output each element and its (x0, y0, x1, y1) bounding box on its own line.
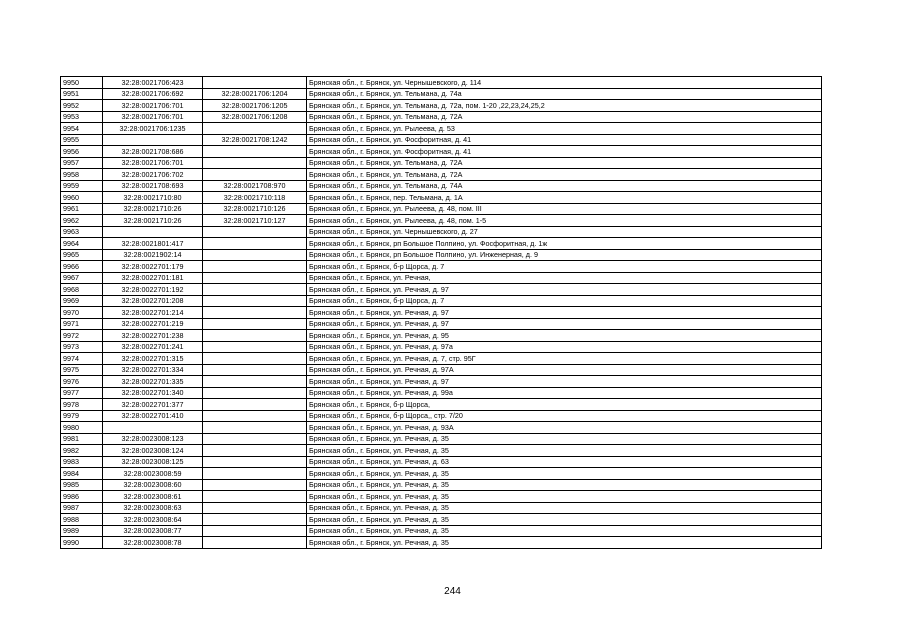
related-cadastral-number-cell (203, 341, 307, 353)
row-number-cell: 9979 (61, 410, 103, 422)
address-cell: Брянская обл., г. Брянск, ул. Речная, д. 35 (307, 502, 822, 514)
table-row (61, 261, 822, 273)
address-cell: Брянская обл., г. Брянск, ул. Тельмана, д. 72А (307, 157, 822, 169)
related-cadastral-number-cell: 32:28:0021706:1205 (203, 100, 307, 112)
cadastral-number-cell: 32:28:0022701:241 (103, 341, 203, 353)
table-row (61, 318, 822, 330)
cadastral-number-cell: 32:28:0023008:59 (103, 468, 203, 480)
cadastral-number-cell: 32:28:0022701:238 (103, 330, 203, 342)
related-cadastral-number-cell: 32:28:0021710:127 (203, 215, 307, 227)
row-number-cell: 9966 (61, 261, 103, 273)
row-number-cell: 9987 (61, 502, 103, 514)
cadastral-number-cell: 32:28:0022701:181 (103, 272, 203, 284)
address-cell: Брянская обл., г. Брянск, пер. Тельмана, д. 1А (307, 192, 822, 204)
address-cell: Брянская обл., г. Брянск, б-р Щорса, (307, 399, 822, 411)
cadastral-number-cell: 32:28:0021706:1235 (103, 123, 203, 135)
table-row (61, 203, 822, 215)
cadastral-number-cell: 32:28:0023008:77 (103, 525, 203, 537)
related-cadastral-number-cell (203, 249, 307, 261)
cadastral-number-cell: 32:28:0023008:63 (103, 502, 203, 514)
cadastral-number-cell: 32:28:0022701:219 (103, 318, 203, 330)
row-number-cell: 9990 (61, 537, 103, 549)
row-number-cell: 9980 (61, 422, 103, 434)
table-row (61, 192, 822, 204)
address-cell: Брянская обл., г. Брянск, ул. Речная, (307, 272, 822, 284)
table-row (61, 410, 822, 422)
address-cell: Брянская обл., г. Брянск, ул. Речная, д. 95 (307, 330, 822, 342)
related-cadastral-number-cell (203, 537, 307, 549)
table-row (61, 100, 822, 112)
cadastral-number-cell: 32:28:0023008:60 (103, 479, 203, 491)
related-cadastral-number-cell: 32:28:0021708:1242 (203, 134, 307, 146)
related-cadastral-number-cell (203, 226, 307, 238)
row-number-cell: 9983 (61, 456, 103, 468)
row-number-cell: 9955 (61, 134, 103, 146)
address-cell: Брянская обл., г. Брянск, ул. Речная, д. 97 (307, 318, 822, 330)
cadastral-number-cell: 32:28:0022701:377 (103, 399, 203, 411)
related-cadastral-number-cell (203, 479, 307, 491)
row-number-cell: 9952 (61, 100, 103, 112)
cadastral-number-cell: 32:28:0022701:340 (103, 387, 203, 399)
cadastral-number-cell: 32:28:0021710:26 (103, 203, 203, 215)
address-cell: Брянская обл., г. Брянск, ул. Чернышевского, д. 114 (307, 77, 822, 89)
registry-table (60, 76, 822, 549)
row-number-cell: 9978 (61, 399, 103, 411)
related-cadastral-number-cell (203, 364, 307, 376)
table-row (61, 272, 822, 284)
table-row (61, 364, 822, 376)
related-cadastral-number-cell (203, 307, 307, 319)
table-row (61, 88, 822, 100)
address-cell: Брянская обл., г. Брянск, ул. Речная, д. 35 (307, 525, 822, 537)
address-cell: Брянская обл., г. Брянск, ул. Тельмана, д. 72А (307, 169, 822, 181)
table-row (61, 226, 822, 238)
related-cadastral-number-cell (203, 284, 307, 296)
cadastral-number-cell: 32:28:0023008:78 (103, 537, 203, 549)
cadastral-number-cell: 32:28:0021706:702 (103, 169, 203, 181)
cadastral-number-cell: 32:28:0021706:701 (103, 111, 203, 123)
cadastral-number-cell (103, 422, 203, 434)
table-row (61, 479, 822, 491)
table-row (61, 399, 822, 411)
row-number-cell: 9970 (61, 307, 103, 319)
related-cadastral-number-cell (203, 445, 307, 457)
related-cadastral-number-cell: 32:28:0021706:1208 (203, 111, 307, 123)
related-cadastral-number-cell (203, 525, 307, 537)
table-row (61, 353, 822, 365)
cadastral-number-cell: 32:28:0022701:192 (103, 284, 203, 296)
address-cell: Брянская обл., г. Брянск, ул. Рылеева, д. 48, пом. 1-5 (307, 215, 822, 227)
cadastral-number-cell (103, 134, 203, 146)
table-row (61, 468, 822, 480)
table-row (61, 445, 822, 457)
row-number-cell: 9965 (61, 249, 103, 261)
cadastral-number-cell: 32:28:0021706:701 (103, 100, 203, 112)
related-cadastral-number-cell (203, 376, 307, 388)
row-number-cell: 9982 (61, 445, 103, 457)
related-cadastral-number-cell (203, 502, 307, 514)
row-number-cell: 9967 (61, 272, 103, 284)
row-number-cell: 9971 (61, 318, 103, 330)
related-cadastral-number-cell (203, 123, 307, 135)
row-number-cell: 9950 (61, 77, 103, 89)
cadastral-number-cell: 32:28:0023008:125 (103, 456, 203, 468)
related-cadastral-number-cell (203, 399, 307, 411)
related-cadastral-number-cell (203, 330, 307, 342)
row-number-cell: 9985 (61, 479, 103, 491)
related-cadastral-number-cell (203, 318, 307, 330)
row-number-cell: 9962 (61, 215, 103, 227)
row-number-cell: 9959 (61, 180, 103, 192)
table-row (61, 341, 822, 353)
address-cell: Брянская обл., г. Брянск, ул. Речная, д. 97 (307, 307, 822, 319)
address-cell: Брянская обл., г. Брянск, ул. Речная, д. 35 (307, 479, 822, 491)
address-cell: Брянская обл., г. Брянск, ул. Тельмана, д. 72А (307, 111, 822, 123)
cadastral-number-cell: 32:28:0023008:64 (103, 514, 203, 526)
table-row (61, 249, 822, 261)
registry-table-body (61, 77, 822, 549)
address-cell: Брянская обл., г. Брянск, ул. Речная, д. 99а (307, 387, 822, 399)
row-number-cell: 9981 (61, 433, 103, 445)
cadastral-number-cell: 32:28:0021710:80 (103, 192, 203, 204)
address-cell: Брянская обл., г. Брянск, ул. Речная, д. 93А (307, 422, 822, 434)
related-cadastral-number-cell (203, 410, 307, 422)
related-cadastral-number-cell (203, 491, 307, 503)
table-row (61, 238, 822, 250)
table-row (61, 157, 822, 169)
address-cell: Брянская обл., г. Брянск, ул. Рылеева, д. 48, пом. III (307, 203, 822, 215)
table-row (61, 295, 822, 307)
table-row (61, 215, 822, 227)
related-cadastral-number-cell (203, 456, 307, 468)
related-cadastral-number-cell (203, 295, 307, 307)
cadastral-number-cell: 32:28:0023008:124 (103, 445, 203, 457)
address-cell: Брянская обл., г. Брянск, рп Большое Полпино, ул. Фосфоритная, д. 1ж (307, 238, 822, 250)
address-cell: Брянская обл., г. Брянск, б-р Щорса, д. 7 (307, 261, 822, 273)
table-row (61, 169, 822, 181)
cadastral-number-cell: 32:28:0021708:693 (103, 180, 203, 192)
address-cell: Брянская обл., г. Брянск, ул. Рылеева, д. 53 (307, 123, 822, 135)
row-number-cell: 9960 (61, 192, 103, 204)
related-cadastral-number-cell (203, 514, 307, 526)
address-cell: Брянская обл., г. Брянск, ул. Чернышевского, д. 27 (307, 226, 822, 238)
address-cell: Брянская обл., г. Брянск, ул. Тельмана, д. 74А (307, 180, 822, 192)
table-row (61, 123, 822, 135)
address-cell: Брянская обл., г. Брянск, ул. Тельмана, д. 74а (307, 88, 822, 100)
cadastral-number-cell: 32:28:0023008:61 (103, 491, 203, 503)
table-row (61, 307, 822, 319)
cadastral-number-cell: 32:28:0021706:701 (103, 157, 203, 169)
cadastral-number-cell: 32:28:0022701:335 (103, 376, 203, 388)
cadastral-number-cell: 32:28:0022701:208 (103, 295, 203, 307)
row-number-cell: 9984 (61, 468, 103, 480)
address-cell: Брянская обл., г. Брянск, рп Большое Полпино, ул. Инженерная, д. 9 (307, 249, 822, 261)
address-cell: Брянская обл., г. Брянск, ул. Речная, д. 35 (307, 537, 822, 549)
address-cell: Брянская обл., г. Брянск, ул. Фосфоритная, д. 41 (307, 134, 822, 146)
cadastral-number-cell: 32:28:0021902:14 (103, 249, 203, 261)
related-cadastral-number-cell (203, 422, 307, 434)
row-number-cell: 9986 (61, 491, 103, 503)
related-cadastral-number-cell (203, 387, 307, 399)
row-number-cell: 9972 (61, 330, 103, 342)
cadastral-number-cell: 32:28:0022701:315 (103, 353, 203, 365)
row-number-cell: 9968 (61, 284, 103, 296)
table-row (61, 330, 822, 342)
table-row (61, 134, 822, 146)
row-number-cell: 9963 (61, 226, 103, 238)
related-cadastral-number-cell (203, 261, 307, 273)
address-cell: Брянская обл., г. Брянск, ул. Речная, д. 63 (307, 456, 822, 468)
address-cell: Брянская обл., г. Брянск, ул. Речная, д. 7, стр. 95Г (307, 353, 822, 365)
row-number-cell: 9958 (61, 169, 103, 181)
address-cell: Брянская обл., г. Брянск, ул. Речная, д. 35 (307, 491, 822, 503)
table-row (61, 514, 822, 526)
table-row (61, 376, 822, 388)
related-cadastral-number-cell (203, 169, 307, 181)
page-number: 244 (444, 586, 461, 597)
row-number-cell: 9964 (61, 238, 103, 250)
table-row (61, 433, 822, 445)
table-row (61, 180, 822, 192)
address-cell: Брянская обл., г. Брянск, б-р Щорса,, стр. 7/20 (307, 410, 822, 422)
row-number-cell: 9953 (61, 111, 103, 123)
table-row (61, 284, 822, 296)
cadastral-number-cell: 32:28:0022701:410 (103, 410, 203, 422)
row-number-cell: 9973 (61, 341, 103, 353)
address-cell: Брянская обл., г. Брянск, б-р Щорса, д. 7 (307, 295, 822, 307)
row-number-cell: 9977 (61, 387, 103, 399)
related-cadastral-number-cell (203, 272, 307, 284)
row-number-cell: 9989 (61, 525, 103, 537)
table-row (61, 491, 822, 503)
row-number-cell: 9975 (61, 364, 103, 376)
related-cadastral-number-cell (203, 353, 307, 365)
cadastral-number-cell: 32:28:0021706:692 (103, 88, 203, 100)
row-number-cell: 9976 (61, 376, 103, 388)
address-cell: Брянская обл., г. Брянск, ул. Речная, д. 35 (307, 514, 822, 526)
row-number-cell: 9974 (61, 353, 103, 365)
related-cadastral-number-cell: 32:28:0021706:1204 (203, 88, 307, 100)
address-cell: Брянская обл., г. Брянск, ул. Речная, д. 35 (307, 445, 822, 457)
related-cadastral-number-cell: 32:28:0021710:118 (203, 192, 307, 204)
table-row (61, 111, 822, 123)
table-row (61, 387, 822, 399)
table-row (61, 456, 822, 468)
table-row (61, 422, 822, 434)
related-cadastral-number-cell (203, 238, 307, 250)
cadastral-number-cell: 32:28:0022701:334 (103, 364, 203, 376)
related-cadastral-number-cell: 32:28:0021708:970 (203, 180, 307, 192)
cadastral-number-cell: 32:28:0021706:423 (103, 77, 203, 89)
cadastral-number-cell: 32:28:0021708:686 (103, 146, 203, 158)
row-number-cell: 9969 (61, 295, 103, 307)
cadastral-number-cell: 32:28:0021710:26 (103, 215, 203, 227)
table-row (61, 146, 822, 158)
cadastral-number-cell (103, 226, 203, 238)
related-cadastral-number-cell (203, 468, 307, 480)
table-row (61, 525, 822, 537)
address-cell: Брянская обл., г. Брянск, ул. Речная, д. 35 (307, 468, 822, 480)
row-number-cell: 9956 (61, 146, 103, 158)
address-cell: Брянская обл., г. Брянск, ул. Речная, д. 97А (307, 364, 822, 376)
related-cadastral-number-cell (203, 157, 307, 169)
row-number-cell: 9988 (61, 514, 103, 526)
table-row (61, 537, 822, 549)
cadastral-number-cell: 32:28:0021801:417 (103, 238, 203, 250)
cadastral-number-cell: 32:28:0023008:123 (103, 433, 203, 445)
table-row (61, 502, 822, 514)
related-cadastral-number-cell: 32:28:0021710:126 (203, 203, 307, 215)
row-number-cell: 9957 (61, 157, 103, 169)
table-row (61, 77, 822, 89)
row-number-cell: 9951 (61, 88, 103, 100)
related-cadastral-number-cell (203, 433, 307, 445)
address-cell: Брянская обл., г. Брянск, ул. Тельмана, д. 72а, пом. 1-20 ,22,23,24,25,2 (307, 100, 822, 112)
address-cell: Брянская обл., г. Брянск, ул. Фосфоритная, д. 41 (307, 146, 822, 158)
address-cell: Брянская обл., г. Брянск, ул. Речная, д. 97а (307, 341, 822, 353)
address-cell: Брянская обл., г. Брянск, ул. Речная, д. 35 (307, 433, 822, 445)
related-cadastral-number-cell (203, 77, 307, 89)
address-cell: Брянская обл., г. Брянск, ул. Речная, д. 97 (307, 284, 822, 296)
address-cell: Брянская обл., г. Брянск, ул. Речная, д. 97 (307, 376, 822, 388)
cadastral-number-cell: 32:28:0022701:179 (103, 261, 203, 273)
row-number-cell: 9954 (61, 123, 103, 135)
row-number-cell: 9961 (61, 203, 103, 215)
cadastral-number-cell: 32:28:0022701:214 (103, 307, 203, 319)
related-cadastral-number-cell (203, 146, 307, 158)
